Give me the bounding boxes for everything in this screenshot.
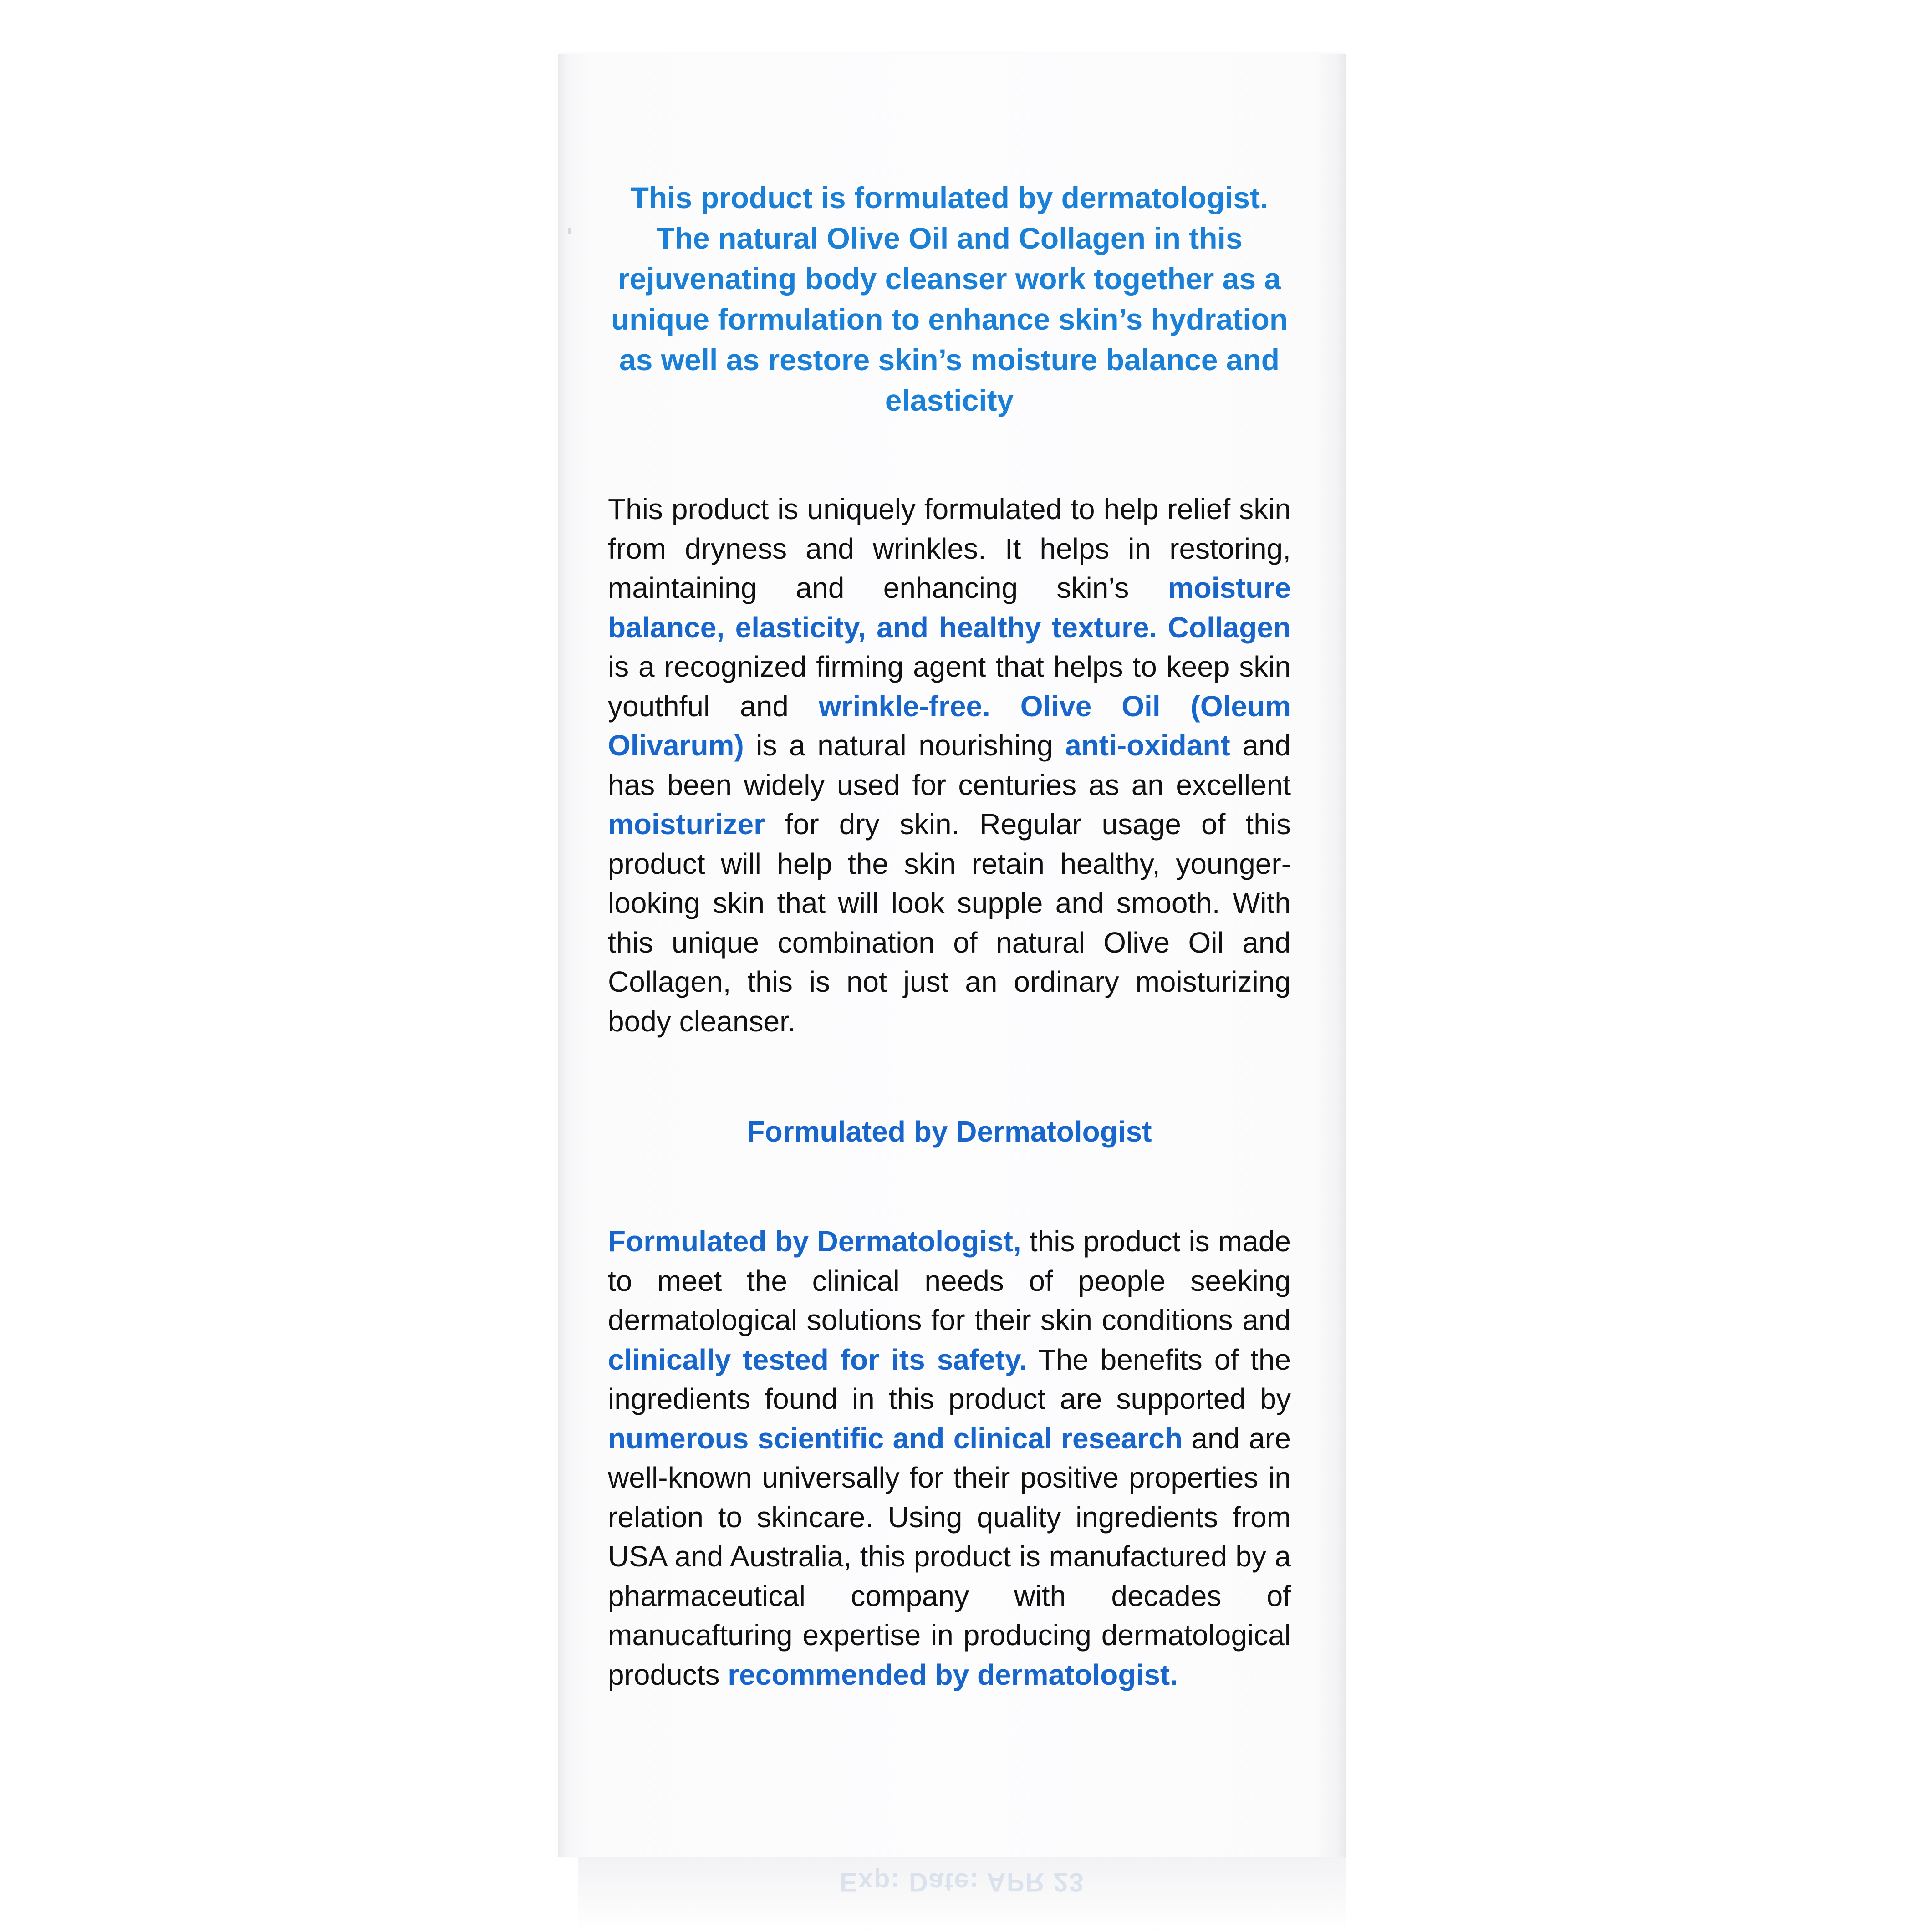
- highlight-segment: moisture balance, elasticity, and healthy texture. Collagen: [608, 571, 1291, 644]
- box-edge-mark: [568, 228, 571, 234]
- highlight-segment: anti-oxidant: [1065, 729, 1230, 762]
- dermatologist-paragraph: [608, 1222, 1291, 1694]
- text-segment: for dry skin. Regular usage of this product will help the skin retain healthy, younger-looking skin that will look supple and smooth. With this unique combination of natural Olive Oil and Collagen, this is not just an ordinary moisturizing body cleanser.: [608, 808, 1291, 1038]
- text-segment: and are well-known universally for their positive properties in relation to skincare. Using quality ingredients from USA and Australia, this product is manufactured by a pharmaceutical company with decades of manucafturing expertise in producing dermatological products: [608, 1422, 1291, 1691]
- highlight-segment: clinically tested for its safety.: [608, 1343, 1027, 1376]
- text-segment: is a recognized firming agent that helps to keep skin youthful and: [608, 650, 1291, 723]
- text-segment: and has been widely used for centuries as an excellent: [608, 729, 1291, 801]
- highlight-segment: numerous scientific and clinical research: [608, 1422, 1183, 1455]
- box-reflection: [578, 1857, 1346, 1932]
- reflection-text: Exp: Date: APR 23: [840, 1867, 1085, 1897]
- text-segment: The benefits of the ingredients found in this product are supported by: [608, 1343, 1291, 1415]
- text-segment: This product is uniquely formulated to help relief skin from dryness and wrinkles. It helps in restoring, maintaining and enhancing skin’s: [608, 493, 1291, 604]
- highlight-segment: moisturizer: [608, 808, 765, 841]
- description-paragraph: [608, 489, 1291, 1041]
- intro-statement: This product is formulated by dermatologist. The natural Olive Oil and Collagen in this rejuvenating body cleanser work together as a unique formulation to enhance skin’s hydration as well as restore skin’s moisture balance and elasticity: [611, 181, 1288, 417]
- highlight-segment: wrinkle-free. Olive Oil (Oleum Olivarum): [608, 689, 1291, 762]
- highlight-segment: recommended by dermatologist.: [728, 1658, 1178, 1691]
- section-subheading: Formulated by Dermatologist: [747, 1115, 1152, 1148]
- highlight-segment: Formulated by Dermatologist,: [608, 1225, 1021, 1258]
- text-segment: is a natural nourishing: [744, 729, 1065, 762]
- text-segment: this product is made to meet the clinical needs of people seeking dermatological solutions for their skin conditions and: [608, 1225, 1291, 1336]
